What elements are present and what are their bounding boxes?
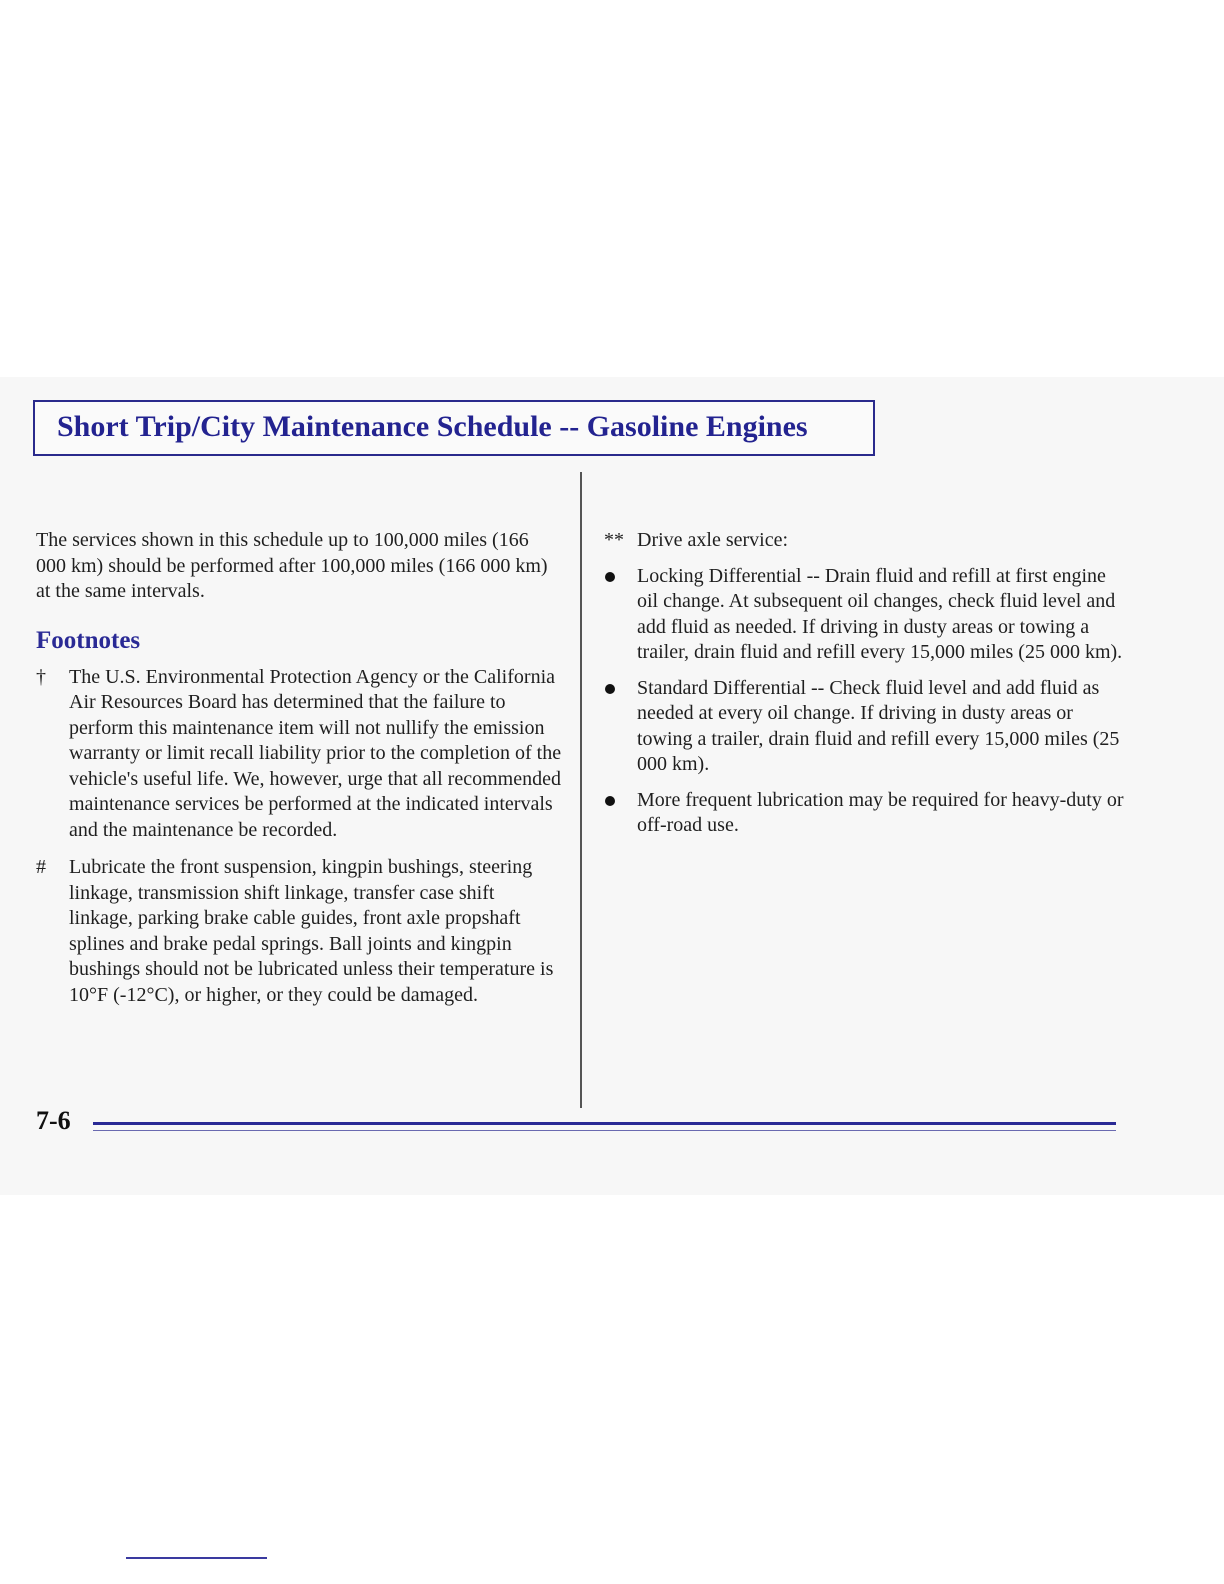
footer-rule-thin (93, 1130, 1116, 1131)
bullet-item (604, 676, 1124, 778)
intro-paragraph: The services shown in this schedule up to 100,000 miles (166 000 km) should be performed after 100,000 miles (166 000 km) at the same intervals. (36, 529, 548, 602)
bottom-footnote-line (126, 1557, 267, 1559)
footnote-item (36, 665, 562, 844)
bullet-item (604, 788, 1124, 839)
footnote-text: Lubricate the front suspension, kingpin bushings, steering linkage, transmission shift linkage, transfer case shift linkage, parking brake cable guides, front axle propshaft splines and brake pedal springs. Ball joints and kingpin bushings should not be lubricated unless their temperature is 10°F (-12°C), or higher, or they could be damaged. (69, 856, 554, 1006)
dagger-mark: † (36, 665, 46, 688)
bullet-text: More frequent lubrication may be required for heavy-duty or off-road use. (637, 788, 1124, 836)
right-column (604, 528, 1124, 849)
column-divider (580, 472, 582, 1108)
bullet-icon (605, 684, 615, 694)
left-column (36, 528, 562, 1020)
drive-axle-heading: Drive axle service: (637, 529, 789, 551)
footer-rule (93, 1122, 1116, 1125)
double-asterisk-mark: ** (604, 529, 624, 551)
bullet-text: Locking Differential -- Drain fluid and refill at first engine oil change. At subsequent oil changes, check fluid level and add fluid as needed. If driving in dusty areas or towing a trailer, drain fluid and refill every 15,000 miles (25 000 km). (637, 564, 1123, 663)
bullet-item (604, 564, 1124, 666)
footnotes-heading: Footnotes (36, 626, 141, 654)
footnote-text: The U.S. Environmental Protection Agency or the California Air Resources Board has determined that the failure to perform this maintenance item will not nullify the emission warranty or limit recall liability prior to the completion of the vehicle's useful life. We, however, urge that all recommended maintenance services be performed at the indicated intervals and the maintenance be recorded. (69, 665, 562, 841)
footnote-item (36, 855, 562, 1008)
bullet-icon (605, 796, 615, 806)
page-title: Short Trip/City Maintenance Schedule -- Gasoline Engines (57, 410, 808, 443)
drive-axle-header (604, 528, 1124, 554)
title-box (33, 400, 875, 456)
bullet-text: Standard Differential -- Check fluid level and add fluid as needed at every oil change. If driving in dusty areas or towing a trailer, drain fluid and refill every 15,000 miles (25 000 km). (637, 676, 1120, 775)
bullet-icon (605, 572, 615, 582)
hash-mark: # (36, 856, 46, 878)
page-number: 7-6 (36, 1106, 71, 1135)
